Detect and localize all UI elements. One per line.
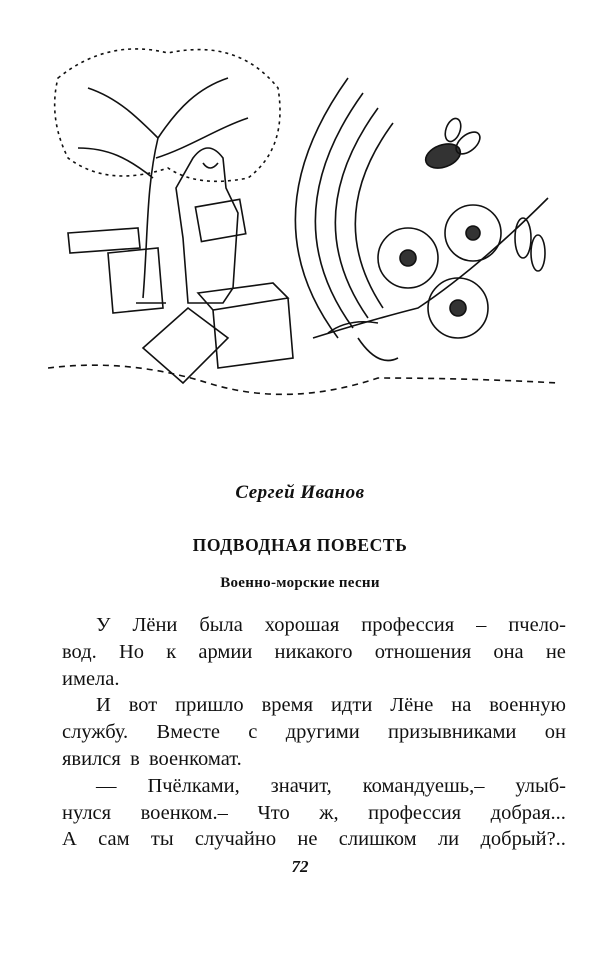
text-line: И вот пришло время идти Лёне на военную: [96, 694, 566, 717]
beehives: [48, 228, 558, 394]
text-line: нулся военком.– Что ж, профессия добрая...: [62, 801, 566, 824]
tree-drawing: [55, 49, 280, 303]
motion-arcs: [295, 78, 393, 338]
text-line: имела.: [62, 667, 120, 690]
text-line: явился в военкомат.: [62, 747, 242, 770]
flower-branch: [313, 198, 548, 361]
text-line: — Пчёлками, значит, командуешь,– улыб-: [96, 774, 566, 797]
text-line: У Лёни была хорошая профессия – пчело-: [96, 614, 566, 636]
beekeeper-illustration: [48, 38, 558, 403]
text-line: А сам ты случайно не слишком ли добрый?..: [62, 828, 566, 851]
body-text: [62, 612, 566, 853]
text-line: службу. Вместе с другими призывниками он: [62, 721, 566, 744]
page-number: 72: [291, 857, 309, 876]
story-title: ПОДВОДНАЯ ПОВЕСТЬ: [192, 535, 408, 555]
chapter-subtitle: Военно-морские песни: [220, 575, 380, 591]
beekeeper-figure: [176, 148, 246, 303]
text-line: вод. Но к армии никакого отношения она не: [62, 640, 566, 663]
author-name: Сергей Иванов: [235, 482, 365, 503]
bee-drawing: [422, 116, 484, 172]
